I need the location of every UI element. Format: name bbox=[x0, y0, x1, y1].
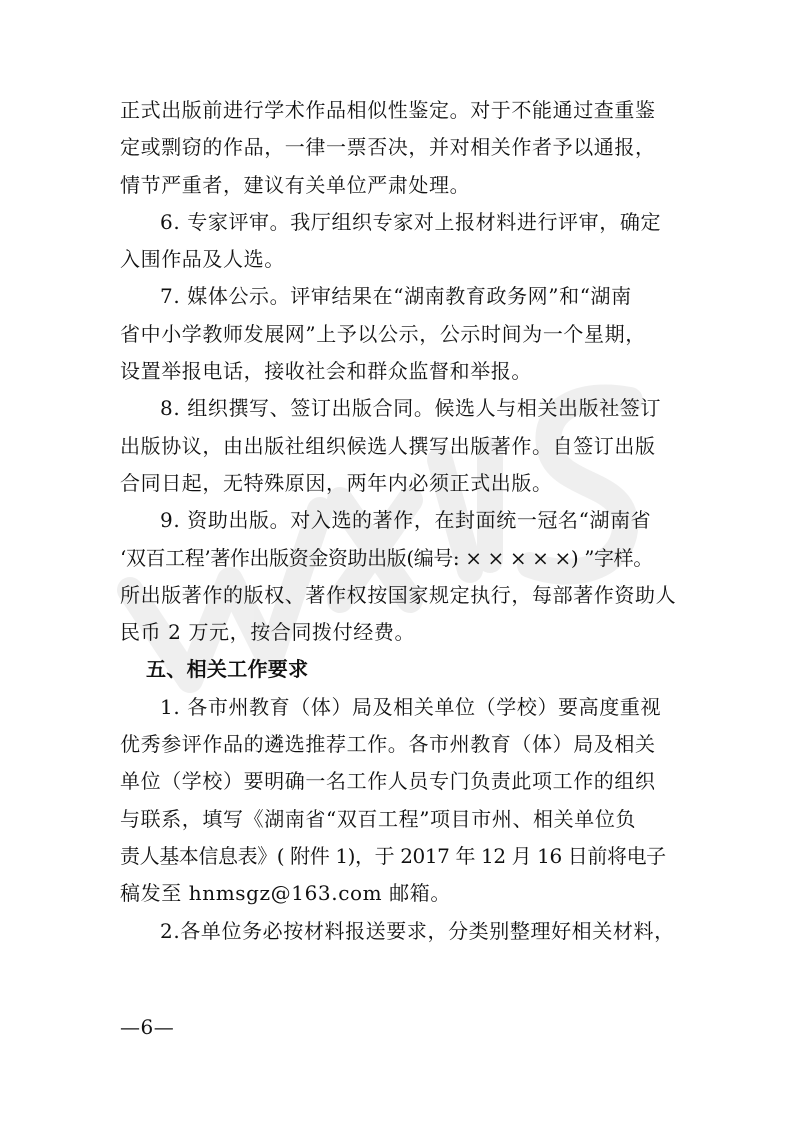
req-1-line-5: 责人基本信息表》( 附件 1)，于 2017 年 12 月 16 日前将电子 bbox=[120, 843, 666, 868]
body-text bbox=[120, 92, 677, 950]
page-number: —6— bbox=[120, 1015, 175, 1039]
item-9-line-2: ‘双百工程’著作出版资金资助出版(编号: × × × × ×) ”字样。 bbox=[120, 545, 653, 570]
item-7-line-2: 省中小学教师发展网”上予以公示，公示时间为一个星期， bbox=[120, 321, 646, 346]
item-8-line-3: 合同日起，无特殊原因，两年内必须正式出版。 bbox=[120, 470, 553, 495]
item-7-line-3: 设置举报电话，接收社会和群众监督和举报。 bbox=[120, 359, 532, 384]
text-line-2: 定或剽窃的作品，一律一票否决，并对相关作者予以通报， bbox=[120, 135, 656, 160]
item-6-line-1: 6. 专家评审。我厅组织专家对上报材料进行评审，确定 bbox=[160, 209, 662, 234]
text-line-3: 情节严重者，建议有关单位严肃处理。 bbox=[120, 172, 471, 197]
req-2-line-1: 2.各单位务必按材料报送要求，分类别整理好相关材料， bbox=[160, 918, 675, 943]
item-6-line-2: 入围作品及人选。 bbox=[120, 247, 285, 272]
req-1-line-1: 1. 各市州教育（体）局及相关单位（学校）要高度重视 bbox=[160, 694, 662, 719]
req-1-line-6: 稿发至 hnmsgz@163.com 邮箱。 bbox=[120, 881, 451, 906]
req-1-line-4: 与联系，填写《湖南省“双百工程”项目市州、相关单位负 bbox=[120, 806, 637, 831]
item-8-line-1: 8. 组织撰写、签订出版合同。候选人与相关出版社签订 bbox=[160, 396, 662, 421]
req-1-line-2: 优秀参评作品的遴选推荐工作。各市州教育（体）局及相关 bbox=[120, 732, 656, 757]
text-line-1: 正式出版前进行学术作品相似性鉴定。对于不能通过查重鉴 bbox=[120, 98, 656, 122]
item-9-line-1: 9. 资助出版。对入选的著作，在封面统一冠名“湖南省 bbox=[160, 508, 652, 533]
item-9-line-4: 民币 2 万元，按合同拨付经费。 bbox=[120, 620, 416, 645]
item-8-line-2: 出版协议，由出版社组织候选人撰写出版著作。自签订出版 bbox=[120, 433, 656, 458]
item-7-line-1: 7. 媒体公示。评审结果在“湖南教育政务网”和“湖南 bbox=[160, 284, 632, 309]
section-heading: 五、相关工作要求 bbox=[146, 657, 309, 682]
item-9-line-3: 所出版著作的版权、著作权按国家规定执行，每部著作资助人 bbox=[120, 582, 677, 607]
req-1-line-3: 单位（学校）要明确一名工作人员专门负责此项工作的组织 bbox=[120, 769, 656, 794]
